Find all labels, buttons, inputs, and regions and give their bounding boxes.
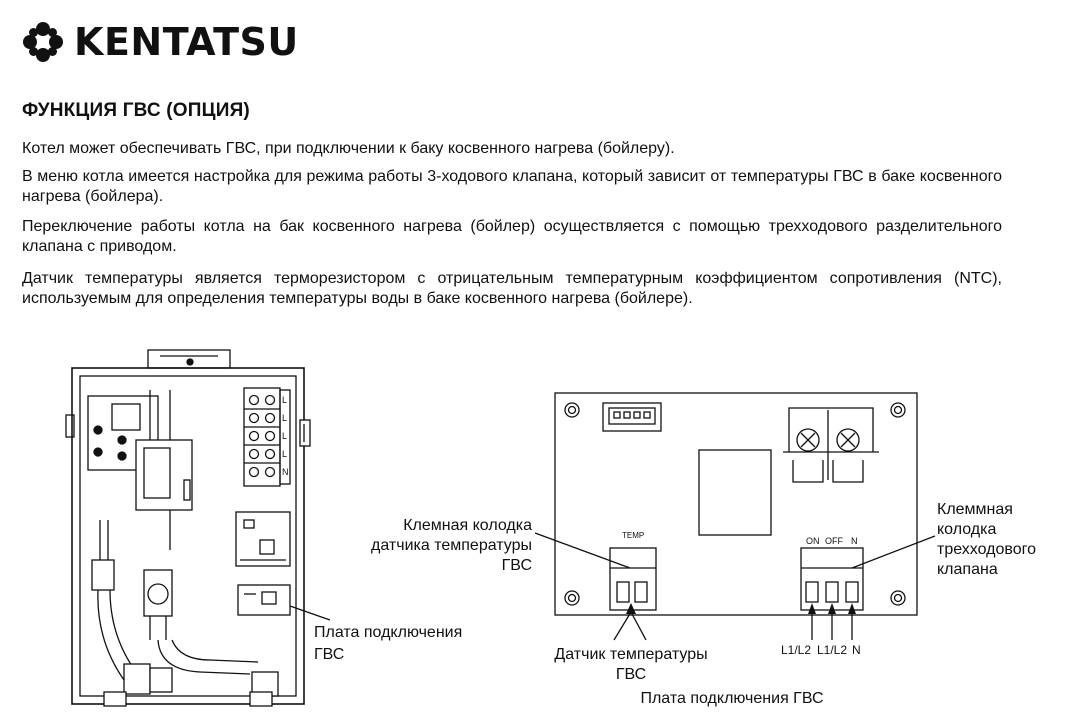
- n-label: N: [851, 536, 858, 546]
- svg-text:Датчик температуры: Датчик температуры: [554, 646, 708, 663]
- sensor-block-callout: [371, 517, 532, 574]
- svg-text:ГВС: ГВС: [501, 557, 532, 574]
- brand-logo: [22, 20, 299, 64]
- brand-name: KENTATSU: [74, 20, 299, 64]
- svg-text:колодка: колодка: [937, 521, 997, 538]
- paragraph-1: Котел может обеспечивать ГВС, при подключении к баку косвенного нагрева (бойлеру).: [22, 140, 675, 157]
- paragraph-2: В меню котла имеется настройка для режима работы 3-ходового клапана, который зависит от температуры ГВС в баке косвенного нагрева (бойлера).: [22, 168, 1002, 205]
- diagrams: [0, 340, 1068, 728]
- terminal-letter: L: [282, 413, 288, 423]
- terminal-letter: L: [282, 431, 288, 441]
- pin-label: L1/L2: [817, 643, 848, 657]
- section-title: ФУНКЦИЯ ГВС (ОПЦИЯ): [22, 100, 250, 121]
- svg-text:датчика температуры: датчика температуры: [371, 537, 532, 554]
- kentatsu-flower-icon: [22, 21, 64, 63]
- terminal-letter: N: [282, 467, 289, 477]
- pin-labels: [781, 643, 861, 657]
- terminal-letter: L: [282, 395, 288, 405]
- boiler-callout-line1: Плата подключения: [314, 624, 463, 641]
- terminal-letters: [282, 395, 289, 477]
- sensor-callout: [554, 646, 707, 683]
- svg-text:Клеммная: Клеммная: [937, 501, 1013, 518]
- svg-text:ГВС: ГВС: [615, 666, 647, 683]
- boiler-diagram: [66, 350, 330, 706]
- board-caption: Плата подключения ГВС: [640, 690, 824, 707]
- svg-text:Клемная колодка: Клемная колодка: [403, 517, 532, 534]
- arrowheads: [626, 603, 856, 614]
- svg-text:трехходового: трехходового: [937, 541, 1036, 558]
- temp-label: TEMP: [622, 531, 645, 540]
- paragraph-3: Переключение работы котла на бак косвенного нагрева (бойлер) осуществляется с помощью трехходового разделительного клапана с приводом.: [22, 218, 1002, 255]
- svg-text:клапана: клапана: [937, 561, 998, 578]
- off-label: OFF: [825, 536, 843, 546]
- terminal-letter: L: [282, 449, 288, 459]
- pin-label: L1/L2: [781, 643, 812, 657]
- on-label: ON: [806, 536, 820, 546]
- boiler-callout-line2: ГВС: [314, 646, 345, 663]
- valve-block-callout: [937, 501, 1036, 578]
- pin-label: N: [852, 643, 861, 657]
- paragraph-4: Датчик температуры является терморезистором с отрицательным температурным коэффициентом сопротивления (NTC), используемым для определения температуры воды в баке косвенного нагрева (бойлере).: [22, 270, 1002, 307]
- board-diagram: [535, 393, 935, 640]
